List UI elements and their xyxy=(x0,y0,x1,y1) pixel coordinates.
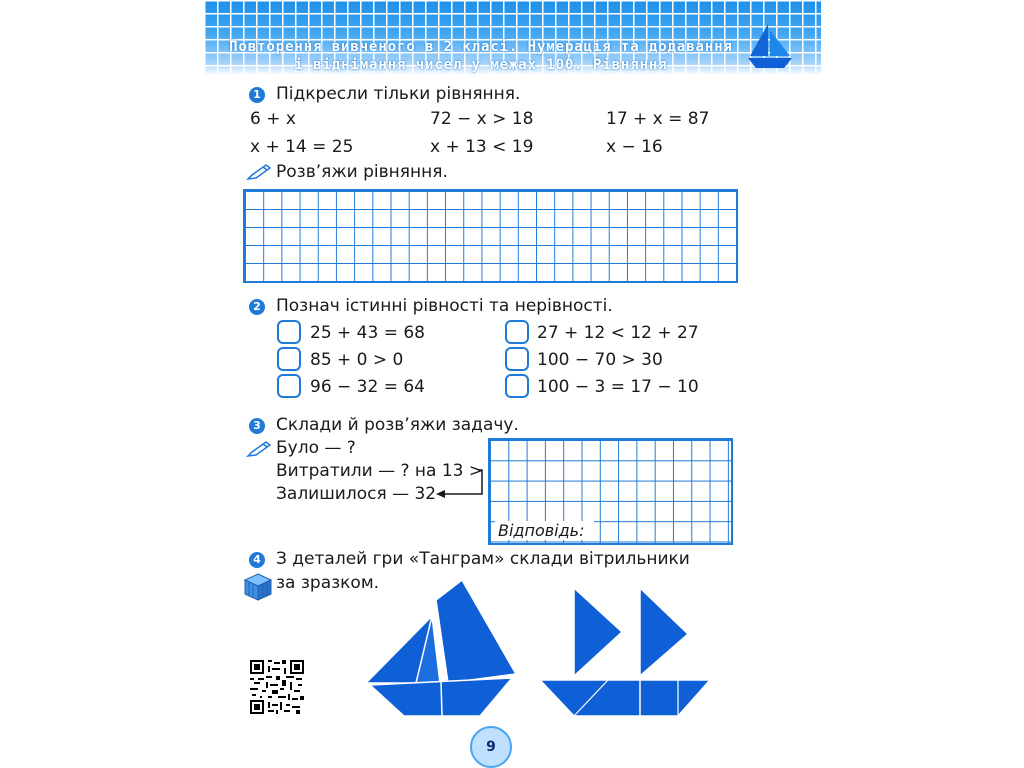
expression: x + 14 = 25 xyxy=(250,137,354,157)
title-line-1: Повторення вивченого в 2 класі. Нумерація та додавання xyxy=(229,39,733,55)
answer-label: Відповідь: xyxy=(495,521,594,540)
pencil-icon xyxy=(246,163,272,181)
cube-icon xyxy=(243,572,273,602)
bracket-arrow xyxy=(434,466,484,500)
truth-checkbox[interactable] xyxy=(277,320,301,344)
solve-instruction: Розв’яжи рівняння. xyxy=(276,162,448,182)
task-4-number: 4 xyxy=(249,552,265,568)
task-3-instruction: Склади й розв’яжи задачу. xyxy=(276,415,519,435)
expression: x + 13 < 19 xyxy=(430,137,534,157)
answer-grid-1[interactable] xyxy=(243,189,738,283)
expression: 6 + x xyxy=(250,109,296,129)
task-2-number: 2 xyxy=(249,299,265,315)
task-4-instruction-line-2: за зразком. xyxy=(276,573,380,593)
problem-line-left: Залишилося — 32 xyxy=(276,484,437,504)
expression: x − 16 xyxy=(606,137,663,157)
truth-checkbox[interactable] xyxy=(505,320,529,344)
sail-triangle xyxy=(574,588,622,676)
sail-quadrilateral xyxy=(436,580,516,683)
sailboat-icon xyxy=(746,22,794,70)
statement: 85 + 0 > 0 xyxy=(310,350,404,370)
statement: 27 + 12 < 12 + 27 xyxy=(537,323,699,343)
title-line-2: і віднімання чисел у межах 100. Рівняння xyxy=(294,57,668,73)
statement: 25 + 43 = 68 xyxy=(310,323,425,343)
truth-checkbox[interactable] xyxy=(505,347,529,371)
task-3-number: 3 xyxy=(249,418,265,434)
expression: 17 + x = 87 xyxy=(606,109,710,129)
task-2-instruction: Познач істинні рівності та нерівності. xyxy=(276,296,613,316)
truth-checkbox[interactable] xyxy=(277,347,301,371)
statement: 96 − 32 = 64 xyxy=(310,377,425,397)
problem-line-spent: Витратили — ? на 13 > xyxy=(276,461,484,481)
problem-line-was: Було — ? xyxy=(276,438,356,458)
pencil-icon xyxy=(246,440,272,458)
qr-code-icon xyxy=(250,660,304,714)
truth-checkbox[interactable] xyxy=(277,374,301,398)
tangram-boat-outline xyxy=(540,588,710,718)
statement: 100 − 70 > 30 xyxy=(537,350,663,370)
sail-triangle xyxy=(640,588,688,676)
truth-checkbox[interactable] xyxy=(505,374,529,398)
page-number: 9 xyxy=(470,726,512,768)
statement: 100 − 3 = 17 − 10 xyxy=(537,377,699,397)
page-title xyxy=(216,38,746,74)
task-1-instruction: Підкресли тільки рівняння. xyxy=(276,84,521,104)
expression: 72 − x > 18 xyxy=(430,109,534,129)
task-1-number: 1 xyxy=(249,87,265,103)
task-4-instruction-line-1: З деталей гри «Танграм» склади вітрильники xyxy=(276,549,690,569)
hull xyxy=(540,680,710,716)
tangram-boat-model xyxy=(366,580,516,720)
